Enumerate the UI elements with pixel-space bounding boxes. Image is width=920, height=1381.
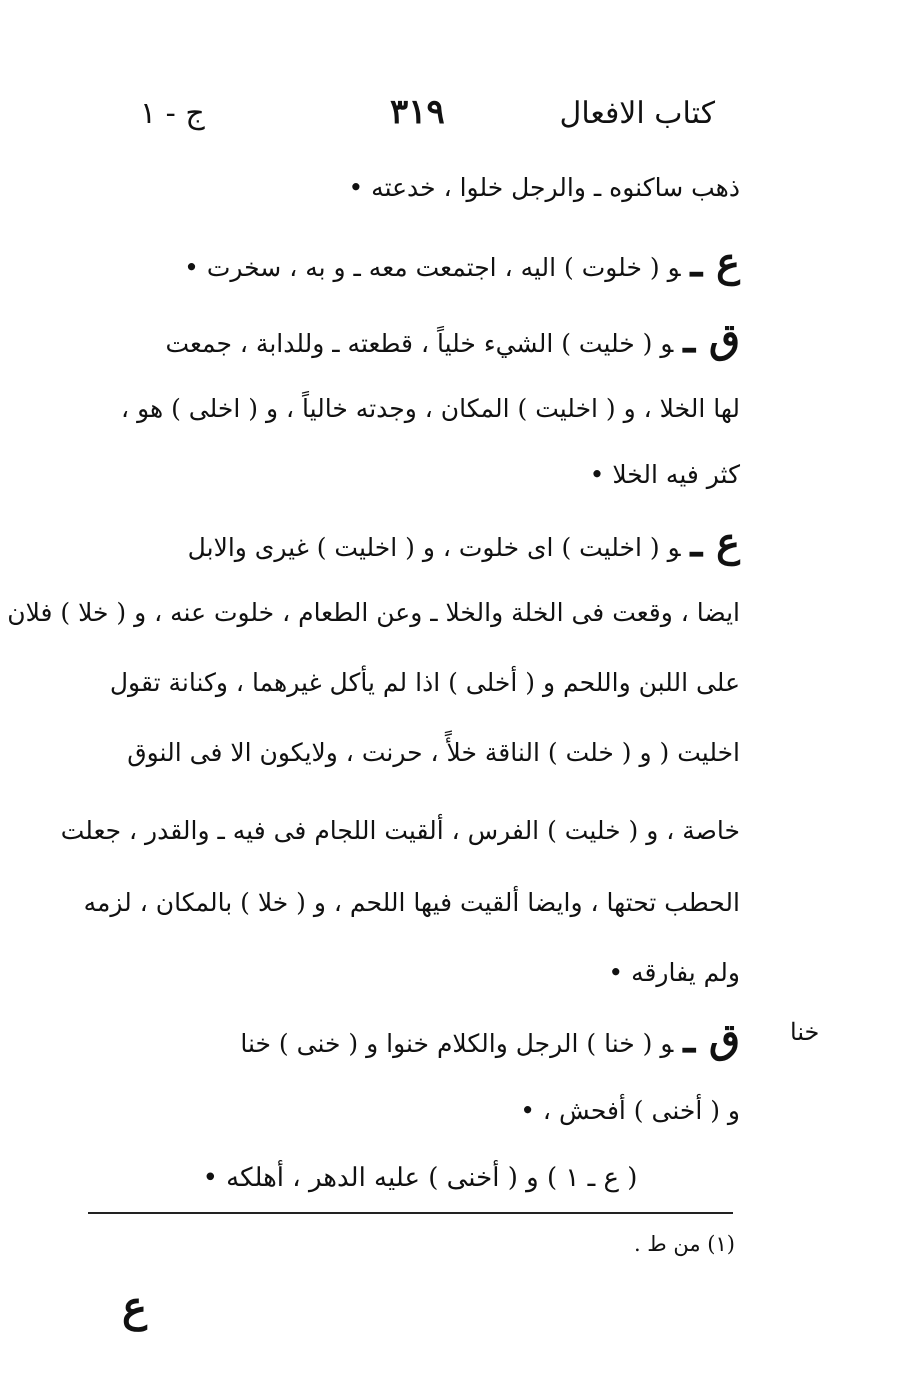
text-line: كثر فيه الخلا • bbox=[589, 460, 740, 489]
centered-line: ( ع ـ ١ ) و ( أخنى ) عليه الدهر ، أهلكه • bbox=[202, 1163, 638, 1193]
text-line: ايضا ، وقعت فى الخلة والخلا ـ وعن الطعام ، خلوت عنه ، و ( خلا ) فلان bbox=[7, 598, 740, 627]
footnote-divider bbox=[88, 1212, 733, 1214]
entry-marker: ق ـ bbox=[683, 1015, 740, 1062]
text-line: خاصة ، و ( خليت ) الفرس ، ألقيت اللجام فى فيه ـ والقدر ، جعلت bbox=[60, 816, 740, 845]
text-line: اخليت ( و ( خلت ) الناقة خلأً ، حرنت ، ولايكون الا فى النوق bbox=[127, 738, 740, 767]
text-line: لها الخلا ، و ( اخليت ) المكان ، وجدته خالياً ، و ( اخلى ) هو ، bbox=[121, 394, 740, 423]
text-line: الحطب تحتها ، وايضا ألقيت فيها اللحم ، و ( خلا ) بالمكان ، لزمه bbox=[83, 888, 740, 917]
text-line: ق ـو ( خنا ) الرجل والكلام خنوا و ( خنى ) خنا bbox=[240, 1015, 740, 1062]
signature-mark: ع bbox=[122, 1282, 148, 1331]
entry-marker: ع ـ bbox=[690, 239, 740, 286]
text-line: ع ـو ( خلوت ) اليه ، اجتمعت معه ـ و به ، سخرت • bbox=[184, 239, 740, 286]
text-line: ع ـو ( اخليت ) اى خلوت ، و ( اخليت ) غيرى والابل bbox=[187, 519, 740, 566]
text-line: ذهب ساكنوه ـ والرجل خلوا ، خدعته • bbox=[348, 173, 740, 202]
text-line: ق ـو ( خليت ) الشيء خلياً ، قطعته ـ وللدابة ، جمعت bbox=[165, 315, 740, 362]
text-line: على اللبن واللحم و ( أخلى ) اذا لم يأكل غيرهما ، وكنانة تقول bbox=[109, 668, 740, 697]
entry-marker: ع ـ bbox=[690, 519, 740, 566]
page-header bbox=[110, 92, 715, 142]
text-line: ولم يفارقه • bbox=[608, 958, 740, 987]
footnote: (١) من ط . bbox=[633, 1232, 735, 1256]
page-number: ٣١٩ bbox=[390, 92, 445, 132]
margin-note: خنا bbox=[790, 1018, 820, 1046]
text-line: و ( أخنى ) أفحش ، • bbox=[520, 1096, 740, 1125]
volume-label: ج - ١ bbox=[140, 96, 205, 131]
book-title: كتاب الافعال bbox=[559, 96, 715, 131]
entry-marker: ق ـ bbox=[683, 315, 740, 362]
